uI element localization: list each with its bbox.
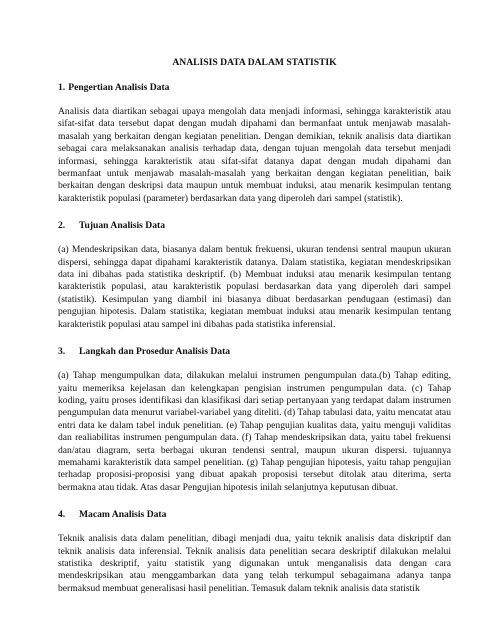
- section-4-number: 4.: [58, 509, 66, 521]
- section-3-heading: [58, 346, 451, 358]
- section-1-body: Analisis data diartikan sebagai upaya mengolah data menjadi informasi, sehingga karakteristik atau sifat-sifat data tersebut dapat dengan mudah dipahami dan bermanfaat untuk menjawab masalah-masalah yang berkaitan dengan kegiatan penelitian. Dengan demikian, teknik analisis data diartikan sebagai cara melaksanakan analisis terhadap data, dengan tujuan mengolah data tersebut menjadi informasi, sehingga karakteristik atau sifat-sifat datanya dapat dengan mudah dipahami dan bermanfaat untuk menjawab masalah-masalah yang berkaitan dengan kegiatan penelitian, baik berkaitan dengan deskripsi data maupun untuk membuat induksi, atau menarik kesimpulan tentang karakteristik populasi (parameter) berdasarkan data yang diperoleh dari sampel (statistik).: [58, 106, 451, 204]
- section-3-body: (a) Tahap mengumpulkan data, dilakukan melalui instrumen pengumpulan data.(b) Tahap editing, yaitu memeriksa kejelasan dan kelengkapan pengisian instrumen pengumpulan data. (c) Tahap koding, yaitu proses identifikasi dan klasifikasi dari setiap pertanyaan yang terdapat dalam instrumen pengumpulan data menurut variabel-variabel yang diteliti. (d) Tahap tabulasi data, yaitu mencatat atau entri data ke dalam tabel induk penelitian. (e) Tahap pengujian kualitas data, yaitu menguji validitas dan realiabilitas instrumen pengumpulan data. (f) Tahap mendeskripsikan data, yaitu tabel frekuensi dan/atau diagram, serta berbagai ukuran tendensi sentral, maupun ukuran dispersi. tujuannya memahami karakteristik data sampel penelitian. (g) Tahap pengujian hipotesis, yaitu tahap pengujian terhadap proposisi-proposisi yang dibuat apakah proposisi tersebut ditolak atau diterima, serta bermakna atau tidak. Atas dasar Pengujian hipotesis inilah selanjutnya keputusan dibuat.: [58, 370, 451, 493]
- section-2-heading: [58, 220, 451, 232]
- section-4-body: Teknik analisis data dalam penelitian, dibagi menjadi dua, yaitu teknik analisis data diskriptif dan teknik analisis data inferensial. Teknik analisis data penelitian secara deskriptif dilakukan melalui statistika deskriptif, yaitu statistik yang digunakan untuk menganalisis data dengan cara mendeskripsikan atau menggambarkan data yang telah terkumpul sebagaimana adanya tanpa bermaksud membuat generalisasi hasil penelitian. Temasuk dalam teknik analisis data statistik: [58, 533, 451, 594]
- section-3-number: 3.: [58, 346, 66, 358]
- section-2-body: (a) Mendeskripsikan data, biasanya dalam bentuk frekuensi, ukuran tendensi sentral maupun ukuran dispersi, sehingga dapat dipahami karakteristik datanya. Dalam statistika, kegiatan mendeskripsikan data ini dibahas pada statistika deskriptif. (b) Membuat induksi atau menarik kesimpulan tentang karakteristik populasi, atau karakteristik populasi berdasarkan data yang diperoleh dari sampel (statistik). Kesimpulan yang diambil ini biasanya dibuat berdasarkan pendugaan (estimasi) dan pengujian hipotesis. Dalam statistika, kegiatan membuat induksi atau menarik kesimpulan tentang karakteristik populasi atau sampel ini dibahas pada statistika inferensial.: [58, 244, 451, 330]
- section-4-title: Macam Analisis Data: [79, 509, 167, 521]
- section-1-heading: [58, 82, 451, 94]
- section-2-number: 2.: [58, 220, 66, 232]
- section-3-title: Langkah dan Prosedur Analisis Data: [79, 346, 231, 358]
- section-2-title: Tujuan Analisis Data: [79, 220, 166, 232]
- section-4-heading: [58, 509, 451, 521]
- document-title: ANALISIS DATA DALAM STATISTIK: [172, 57, 337, 68]
- section-1-number: 1.: [58, 82, 66, 93]
- section-1-title: Pengertian Analisis Data: [68, 82, 170, 93]
